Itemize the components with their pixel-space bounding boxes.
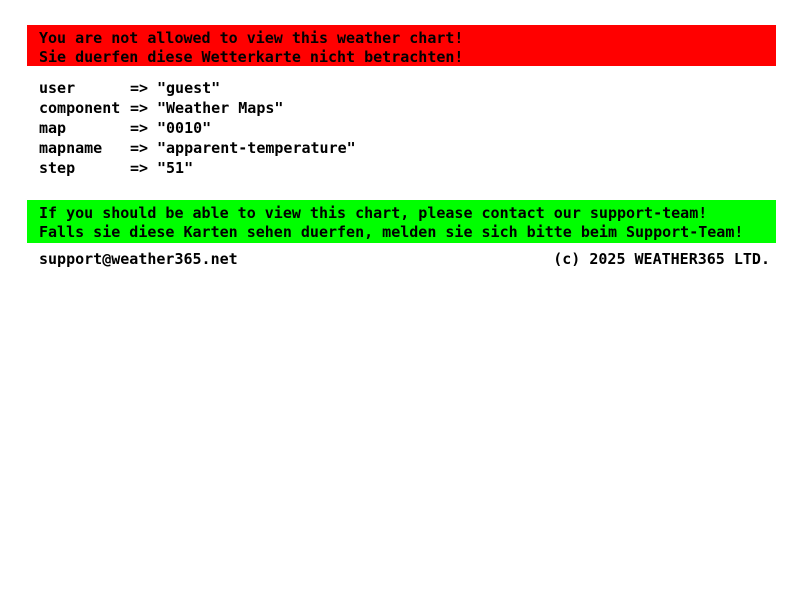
footer xyxy=(39,249,770,269)
detail-value: "0010" xyxy=(157,119,212,137)
access-denied-line-de: Sie duerfen diese Wetterkarte nicht betrachten! xyxy=(39,48,464,66)
detail-row-component xyxy=(39,98,356,118)
access-denied-line-en: You are not allowed to view this weather chart! xyxy=(39,29,464,47)
detail-row-map xyxy=(39,118,356,138)
detail-key: component xyxy=(39,99,121,117)
detail-value: "51" xyxy=(157,159,194,177)
arrow-separator: => xyxy=(130,159,149,177)
detail-key: map xyxy=(39,119,67,137)
detail-key: user xyxy=(39,79,76,97)
detail-value: "Weather Maps" xyxy=(157,99,284,117)
request-details-block xyxy=(39,78,356,178)
detail-row-step xyxy=(39,158,356,178)
detail-row-mapname xyxy=(39,138,356,158)
support-contact-line-de: Falls sie diese Karten sehen duerfen, melden sie sich bitte beim Support-Team! xyxy=(39,223,744,241)
arrow-separator: => xyxy=(130,99,149,117)
detail-key: mapname xyxy=(39,139,103,157)
detail-row-user xyxy=(39,78,356,98)
arrow-separator: => xyxy=(130,79,149,97)
access-denied-banner xyxy=(27,25,776,66)
detail-key: step xyxy=(39,159,76,177)
detail-value: "guest" xyxy=(157,79,221,97)
copyright-notice: (c) 2025 WEATHER365 LTD. xyxy=(553,250,770,268)
arrow-separator: => xyxy=(130,119,149,137)
detail-value: "apparent-temperature" xyxy=(157,139,356,157)
arrow-separator: => xyxy=(130,139,149,157)
support-contact-banner xyxy=(27,200,776,243)
support-email: support@weather365.net xyxy=(39,250,238,268)
support-contact-line-en: If you should be able to view this chart, please contact our support-team! xyxy=(39,204,708,222)
